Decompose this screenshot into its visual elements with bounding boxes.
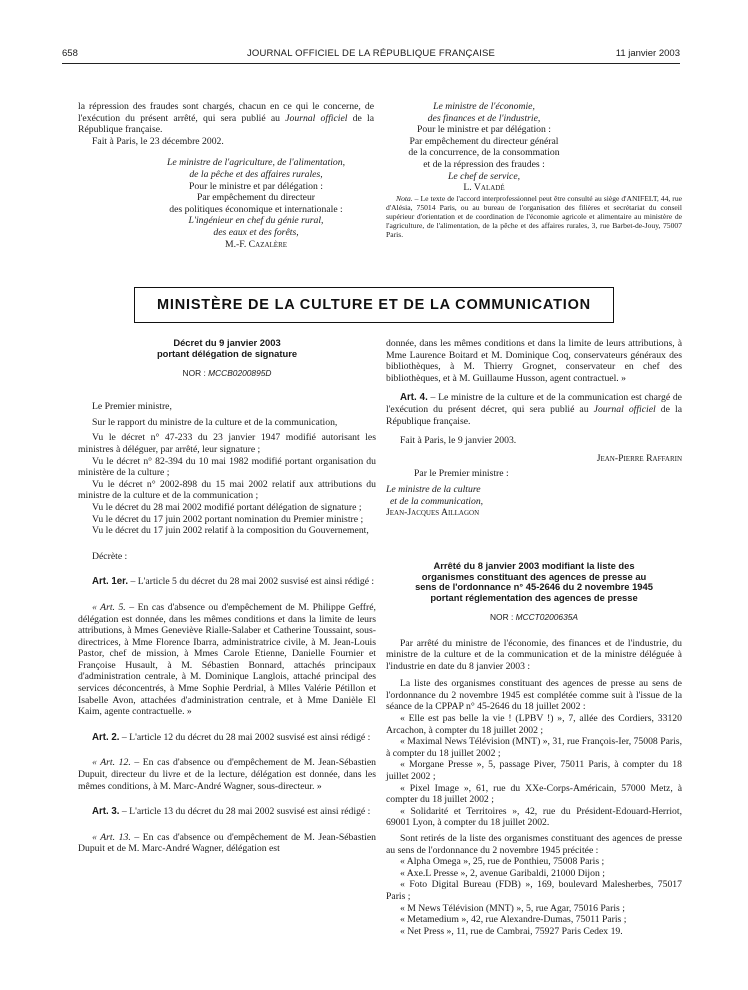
by-prime-minister: Par le Premier ministre : <box>414 468 509 480</box>
minister-name: Jean-Jacques Aillagon <box>386 507 480 519</box>
list-item: « Elle est pas belle la vie ! (LPBV !) », 7, allée des Cordiers, 33120 Arcachon, à compter du 18 juillet 2002 ; <box>386 713 682 736</box>
decree-column-left: Décret du 9 janvier 2003 portant délégation de signature NOR : MCCB0200895D Le Premier ministre, Sur le rapport du ministre de la culture et de la communication, Vu le décret n° 47-233 du 23 janvier 1947 modifié autorisant les ministres à déléguer, par arrêté, leur signature ; Vu le décret n° 82-394 du 10 mai 1982 modifié portant organisation du ministère de la culture ; Vu le décret n° 2002-898 du 15 mai 2002 relatif aux attributions du ministre de la culture et de la communication ; Vu le décret du 28 mai 2002 modifié portant délégation de signature ; Vu le décret du 17 juin 2002 portant nomination du Premier ministre ; Vu le décret du 17 juin 2002 relatif à la composition du Gouvernement, Décrète : Art. 1er. – L'article 5 du décret du 28 mai 2002 susvisé est ainsi rédigé : « Art. 5. – En cas d'absence ou d'empêchement de M. Philippe Geffré, délégation est donnée, dans les mêmes conditions et dans la limite de leurs attributions, à Mmes Geneviève Rialle-Salaber et Catherine Toussaint, sous-directrices, à Mme Florence Ibarra, administratrice civile, à M. Jean-Louis Pastor, chef de mission, à Mmes Carole Etienne, Danielle Fournier et Françoise Husault, à M. Sébastien Bonnard, attachés principaux d'administration centrale, à M. Dominique Langlois, attaché principal des services déconcentrés, à Mme Sophie Perdrial, à Mlles Valérie Pétillon et Isabelle Avon, attachées d'administration centrale, et à Mme Danièle El Kaim, agente contractuelle. » Art. 2. – L'article 12 du décret du 28 mai 2002 susvisé est ainsi rédigé : « Art. 12. – En cas d'absence ou d'empêchement de M. Jean-Sébastien Dupuit, directeur du livre et de la lecture, délégation est donnée, dans les mêmes conditions, à M. Marc-André Wagner, sous-directeur. » Art. 3. – L'article 13 du décret du 28 mai 2002 susvisé est ainsi rédigé : « Art. 13. – En cas d'absence ou d'empêchement de M. Jean-Sébastien Dupuit et de M. Marc-André Wagner, délégation est <box>78 337 376 855</box>
list-item: « M News Télévision (MNT) », 5, rue Agar, 75016 Paris ; <box>400 902 625 914</box>
article-13-continued: donnée, dans les mêmes conditions et dans la limite de leurs attributions, à Mme Laurence Boitard et M. Dominique Coq, conservateurs généraux des bibliothèques, à M. Thierry Grognet, conservateur en chef des bibliothèques, et à M. Guillaume Husson, agent contractuel. » <box>386 338 682 384</box>
list-item: « Axe.L Presse », 2, avenue Garibaldi, 21000 Dijon ; <box>400 867 605 879</box>
article-5-quoted: « Art. 5. – En cas d'absence ou d'empêchement de M. Philippe Geffré, délégation est donnée, dans les mêmes conditions et dans la limite de leurs attributions, à Mmes Geneviève Rialle-Salaber et Catherine Toussaint, sous-directrices, à Mme Florence Ibarra, administratrice civile, à M. Jean-Louis Pastor, chef de mission, à Mmes Carole Etienne, Danielle Fournier et Françoise Husault, à M. Sébastien Bonnard, attachés principaux d'administration centrale, à M. Dominique Langlois, attaché principal des services déconcentrés, à Mme Sophie Perdrial, à Mlles Valérie Pétillon et Isabelle Avon, attachées d'administration centrale, et à Mme Danièle El Kaim, agente contractuelle. » <box>78 601 376 718</box>
made-at: Fait à Paris, le 9 janvier 2003. <box>400 435 517 447</box>
header-rule <box>62 63 680 64</box>
article-12-quoted: « Art. 12. – En cas d'absence ou d'empêchement de M. Jean-Sébastien Dupuit, directeur du livre et de la lecture, délégation est donnée, dans les mêmes conditions, à M. Marc-André Wagner, sous-directeur. » <box>78 757 376 792</box>
list-item: « Maximal News Télévision (MNT) », 31, rue François-Ier, 75008 Paris, à compter du 18 juillet 2002 ; <box>386 736 682 759</box>
list-item: « Solidarité et Territoires », 42, rue du Président-Edouard-Herriot, 69001 Lyon, à compter du 18 juillet 2002. <box>386 805 682 829</box>
article-13-quoted: « Art. 13. – En cas d'absence ou d'empêchement de M. Jean-Sébastien Dupuit et de M. Marc-André Wagner, délégation est <box>78 831 376 855</box>
decree-nor: NOR : MCCB0200895D <box>182 367 272 378</box>
page-number: 658 <box>62 48 78 59</box>
ministry-title: MINISTÈRE DE LA CULTURE ET DE LA COMMUNICATION <box>157 297 591 313</box>
arrete-title: Arrêté du 8 janvier 2003 modifiant la liste des organismes constituant des agences de presse au sens de l'ordonnance n° 45-2646 du 2 novembre 1945 portant réglementation des agences de presse <box>415 559 653 604</box>
article-2: Art. 2. – L'article 12 du décret du 28 mai 2002 susvisé est ainsi rédigé : <box>92 731 371 743</box>
list-item: « Metamedium », 42, rue Alexandre-Dumas, 75011 Paris ; <box>400 914 627 926</box>
article-3: Art. 3. – L'article 13 du décret du 28 mai 2002 susvisé est ainsi rédigé : <box>92 806 371 818</box>
list-item: « Morgane Presse », 5, passage Piver, 75011 Paris, à compter du 18 juillet 2002 ; <box>386 759 682 783</box>
article-4: Art. 4. – Le ministre de la culture et de la communication est chargé de l'exécution du présent décret, qui sera publié au Journal officiel de la République française. <box>386 392 683 427</box>
signature-block-economy: Le ministre de l'économie, des finances et de l'industrie, Pour le ministre et par délégation : Par empêchement du directeur général de la concurrence, de la consommation et de la répression des fraudes : Le chef de service, L. Valadé <box>386 101 682 194</box>
issue-date: 11 janvier 2003 <box>615 48 680 59</box>
arrete-nor: NOR : MCCT0200635A <box>490 611 578 622</box>
list-item: « Pixel Image », 61, rue du XXe-Corps-Américain, 57000 Metz, à compter du 18 juillet 2002 ; <box>386 782 682 806</box>
prime-minister-name: Jean-Pierre Raffarin <box>596 452 682 464</box>
list-item: « Net Press », 11, rue de Cambrai, 75927 Paris Cedex 19. <box>400 925 623 937</box>
previous-text-right <box>386 101 682 239</box>
journal-title: JOURNAL OFFICIEL DE LA RÉPUBLIQUE FRANÇAISE <box>246 48 496 59</box>
decree-column-right: donnée, dans les mêmes conditions et dans la limite de leurs attributions, à Mme Laurence Boitard et M. Dominique Coq, conservateurs généraux des bibliothèques, à M. Thierry Grognet, conservateur en chef des bibliothèques, et à M. Guillaume Husson, agent contractuel. » Art. 4. – Le ministre de la culture et de la communication est chargé de l'exécution du présent décret, qui sera publié au Journal officiel de la République française. Fait à Paris, le 9 janvier 2003. Jean-Pierre Raffarin Par le Premier ministre : Le ministre de la culture et de la communication, Jean-Jacques Aillagon Arrêté du 8 janvier 2003 modifiant la liste des organismes constituant des agences de presse au sens de l'ordonnance n° 45-2646 du 2 novembre 1945 portant réglementation des agences de presse NOR : MCCT0200635A Par arrêté du ministre de l'économie, des finances et de l'industrie, du ministre de la culture et de la communication et de la ministre déléguée à l'industrie en date du 8 janvier 2003 : La liste des organismes constituant des agences de presse au sens de l'ordonnance du 2 novembre 1945 est complétée comme suit à l'issue de la séance de la CPPAP n° 45-2646 du 18 juillet 2002 : « Elle est pas belle la vie ! (LPBV !) », 7, allée des Cordiers, 33120 Arcachon, à compter du 18 juillet 2002 ; « Maximal News Télévision (MNT) », 31, rue François-Ier, 75008 Paris, à compter du 18 juillet 2002 ; « Morgane Presse », 5, passage Piver, 75011 Paris, à compter du 18 juillet 2002 ; « Pixel Image », 61, rue du XXe-Corps-Américain, 57000 Metz, à compter du 18 juillet 2002 ; « Solidarité et Territoires », 42, rue du Président-Edouard-Herriot, 69001 Lyon, à compter du 18 juillet 2002. Sont retirés de la liste des organismes constituant des agences de presse au sens de l'ordonnance du 2 novembre 1945 précitée : « Alpha Omega », 25, rue de Ponthieu, 75008 Paris ; « Axe.L Presse », 2, avenue Garibaldi, 21000 Dijon ; « Foto Digital Bureau (FDB) », 169, boulevard Malesherbes, 75017 Paris ; « M News Télévision (MNT) », 5, rue Agar, 75016 Paris ; « Metamedium », 42, rue Alexandre-Dumas, 75011 Paris ; « Net Press », 11, rue de Cambrai, 75927 Paris Cedex 19. <box>386 338 683 937</box>
made-at: Fait à Paris, le 23 décembre 2002. <box>92 135 224 147</box>
closing-paragraph: la répression des fraudes sont chargés, chacun en ce qui le concerne, de l'exécution du présent arrêté, qui sera publié au Journal officiel de la République française. <box>78 101 374 136</box>
decree-title: Décret du 9 janvier 2003 portant délégation de signature <box>156 337 298 359</box>
previous-text-left <box>78 101 374 250</box>
article-1: Art. 1er. – L'article 5 du décret du 28 mai 2002 susvisé est ainsi rédigé : <box>92 576 375 588</box>
decrete: Décrète : <box>92 550 128 562</box>
list-item: « Foto Digital Bureau (FDB) », 169, boulevard Malesherbes, 75017 Paris ; <box>386 879 682 902</box>
signatory-name: M.-F. Cazalère <box>224 238 288 250</box>
list-item: « Alpha Omega », 25, rue de Ponthieu, 75008 Paris ; <box>400 856 605 868</box>
signatory-name: L. Valadé <box>463 182 505 194</box>
nota-note: Nota. – Le texte de l'accord interprofessionnel peut être consulté au siège d'ANIFELT, 44, rue d'Alésia, 75014 Paris, ou au bureau de l'organisation des filières et secrétariat du conseil supérieur d'orientation et de coordination de l'économie agricole et alimentaire au ministère de l'agriculture, de l'alimentation, de la pêche et des affaires rurales, 3, rue Barbet-de-Jouy, 75007 Paris. <box>386 193 682 239</box>
page-header <box>62 48 680 64</box>
ministry-banner <box>134 287 614 323</box>
signature-block-agriculture: Le ministre de l'agriculture, de l'alimentation, de la pêche et des affaires rurales, Pour le ministre et par délégation : Par empêchement du directeur des politiques économique et internationale : L'ingénieur en chef du génie rural, des eaux et des forêts, M.-F. Cazalère <box>78 157 374 250</box>
